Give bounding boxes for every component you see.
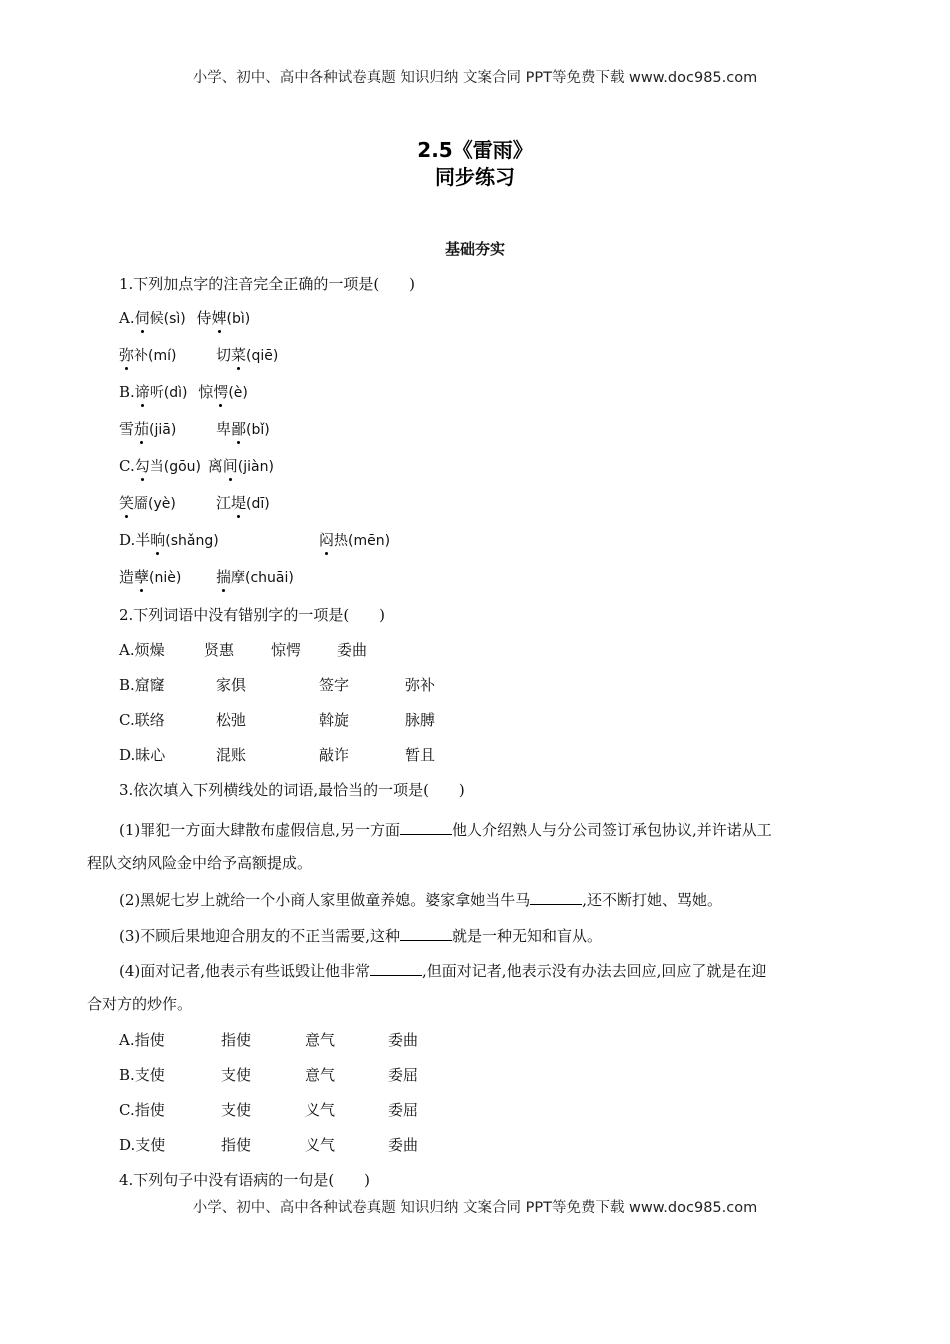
dotted-char: 菜: [231, 346, 247, 364]
q2-option-b-w3: 签字: [319, 676, 350, 694]
section-title: 基础夯实: [444, 240, 505, 258]
q3-sentence-3: (3)不顾后果地迎合朋友的不正当需要,这种 就是一种无知和盲从。: [119, 924, 602, 946]
question-3-stem: 3.依次填入下列横线处的词语,最恰当的一项是( ): [119, 781, 465, 799]
q3-option-a-w2: 指使: [221, 1031, 252, 1049]
q3-option-b-w4: 委屈: [388, 1066, 419, 1084]
q1-option-c-line2: 笑靥(yè): [119, 494, 176, 512]
q1-option-b-line2: 雪茄(jiā): [119, 420, 177, 438]
dotted-char: 间: [222, 457, 238, 475]
q2-option-d-w3: 敲诈: [319, 746, 350, 764]
q2-option-a-w2: 贤惠: [204, 641, 235, 659]
q1-option-a-label: A.: [119, 309, 135, 327]
dotted-char: 谛: [134, 383, 150, 401]
q3-option-d-w2: 指使: [221, 1136, 252, 1154]
q2-option-d-w4: 暂且: [405, 746, 436, 764]
document-title: 2.5《雷雨》: [417, 138, 533, 162]
q2-option-a-w3: 惊愕: [271, 641, 302, 659]
q1-option-b-label: B.: [119, 383, 135, 401]
dotted-char: 堤: [231, 494, 247, 512]
q3-sentence-2: (2)黑妮七岁上就给一个小商人家里做童养媳。婆家拿她当牛马 ,还不断打她、骂她。: [119, 888, 722, 910]
q2-option-a-w1: A.烦燥: [119, 641, 165, 659]
q3-option-a-w3: 意气: [305, 1031, 336, 1049]
q1-option-a-line2: 弥补(mí): [119, 346, 177, 364]
q2-option-b-w4: 弥补: [405, 676, 436, 694]
q3-option-c-w4: 委屈: [388, 1101, 419, 1119]
q1-option-a-line2b: 切菜(qiē): [216, 346, 279, 364]
q3-option-c-w3: 义气: [305, 1101, 336, 1119]
dotted-char: 揣: [216, 568, 232, 586]
q3-option-d-w1: D.支使: [119, 1136, 166, 1154]
dotted-char: 笑: [119, 494, 135, 512]
q3-option-a-w1: A.指使: [119, 1031, 165, 1049]
dotted-char: 伺: [134, 309, 150, 327]
question-2-stem: 2.下列词语中没有错别字的一项是( ): [119, 606, 386, 624]
q3-option-a-w4: 委曲: [388, 1031, 419, 1049]
dotted-char: 弥: [119, 346, 135, 364]
q2-option-a-w4: 委曲: [337, 641, 368, 659]
q2-option-b-w2: 家俱: [216, 676, 247, 694]
q1-option-b-line2b: 卑鄙(bǐ): [216, 420, 270, 438]
q3-option-c-w1: C.指使: [119, 1101, 165, 1119]
dotted-char: 晌: [150, 531, 166, 549]
q1-option-c-line1: C.勾当(gōu) 离间(jiàn): [119, 457, 274, 475]
q3-option-c-w2: 支使: [221, 1101, 252, 1119]
q1-option-d-line1b: 闷热(mēn): [319, 531, 391, 549]
q1-option-d-label: D.: [119, 531, 136, 549]
q1-option-d-line2b: 揣摩(chuāi): [216, 568, 294, 586]
q2-option-b-w1: B.窟窿: [119, 676, 165, 694]
q2-option-c-w4: 脉膊: [405, 711, 436, 729]
dotted-char: 婢: [211, 309, 227, 327]
dotted-char: 勾: [134, 457, 150, 475]
dotted-char: 孽: [134, 568, 150, 586]
dotted-char: 闷: [319, 531, 335, 549]
q3-sentence-1-cont: 程队交纳风险金中给予高额提成。: [87, 854, 313, 872]
document-subtitle: 同步练习: [435, 165, 515, 189]
dotted-char: 茄: [134, 420, 150, 438]
question-4-stem: 4.下列句子中没有语病的一句是( ): [119, 1171, 371, 1189]
q3-sentence-4-cont: 合对方的炒作。: [87, 995, 193, 1013]
fill-blank: [370, 959, 422, 976]
q2-option-d-w2: 混账: [216, 746, 247, 764]
question-1-stem: 1.下列加点字的注音完全正确的一项是( ): [119, 275, 416, 293]
q3-option-b-w3: 意气: [305, 1066, 336, 1084]
page-header: 小学、初中、高中各种试卷真题 知识归纳 文案合同 PPT等免费下载 www.doc985.com: [192, 70, 758, 86]
q2-option-d-w1: D.昧心: [119, 746, 166, 764]
q3-option-b-w1: B.支使: [119, 1066, 165, 1084]
q2-option-c-w2: 松弛: [216, 711, 247, 729]
fill-blank: [530, 888, 582, 905]
q3-option-d-w3: 义气: [305, 1136, 336, 1154]
q3-option-d-w4: 委曲: [388, 1136, 419, 1154]
dotted-char: 鄙: [231, 420, 247, 438]
q3-option-b-w2: 支使: [221, 1066, 252, 1084]
q2-option-c-w3: 斡旋: [319, 711, 350, 729]
q1-option-c-line2b: 江堤(dī): [216, 494, 270, 512]
q1-option-c-label: C.: [119, 457, 135, 475]
q3-sentence-4: (4)面对记者,他表示有些诋毁让他非常 ,但面对记者,他表示没有办法去回应,回应了就是在迎: [119, 959, 766, 981]
fill-blank: [400, 818, 452, 835]
q1-option-a-line1: A.伺候(sì) 侍婢(bì): [119, 309, 251, 327]
q2-option-c-w1: C.联络: [119, 711, 165, 729]
q1-option-d-line1: D.半晌(shǎng): [119, 531, 219, 549]
q1-option-b-line1: B.谛听(dì) 惊愕(è): [119, 383, 248, 401]
dotted-char: 愕: [213, 383, 229, 401]
fill-blank: [400, 924, 452, 941]
q1-option-d-line2: 造孽(niè): [119, 568, 182, 586]
page-footer: 小学、初中、高中各种试卷真题 知识归纳 文案合同 PPT等免费下载 www.doc985.com: [192, 1200, 758, 1216]
q3-sentence-1: (1)罪犯一方面大肆散布虚假信息,另一方面 他人介绍熟人与分公司签订承包协议,并许诺从工: [119, 818, 772, 840]
